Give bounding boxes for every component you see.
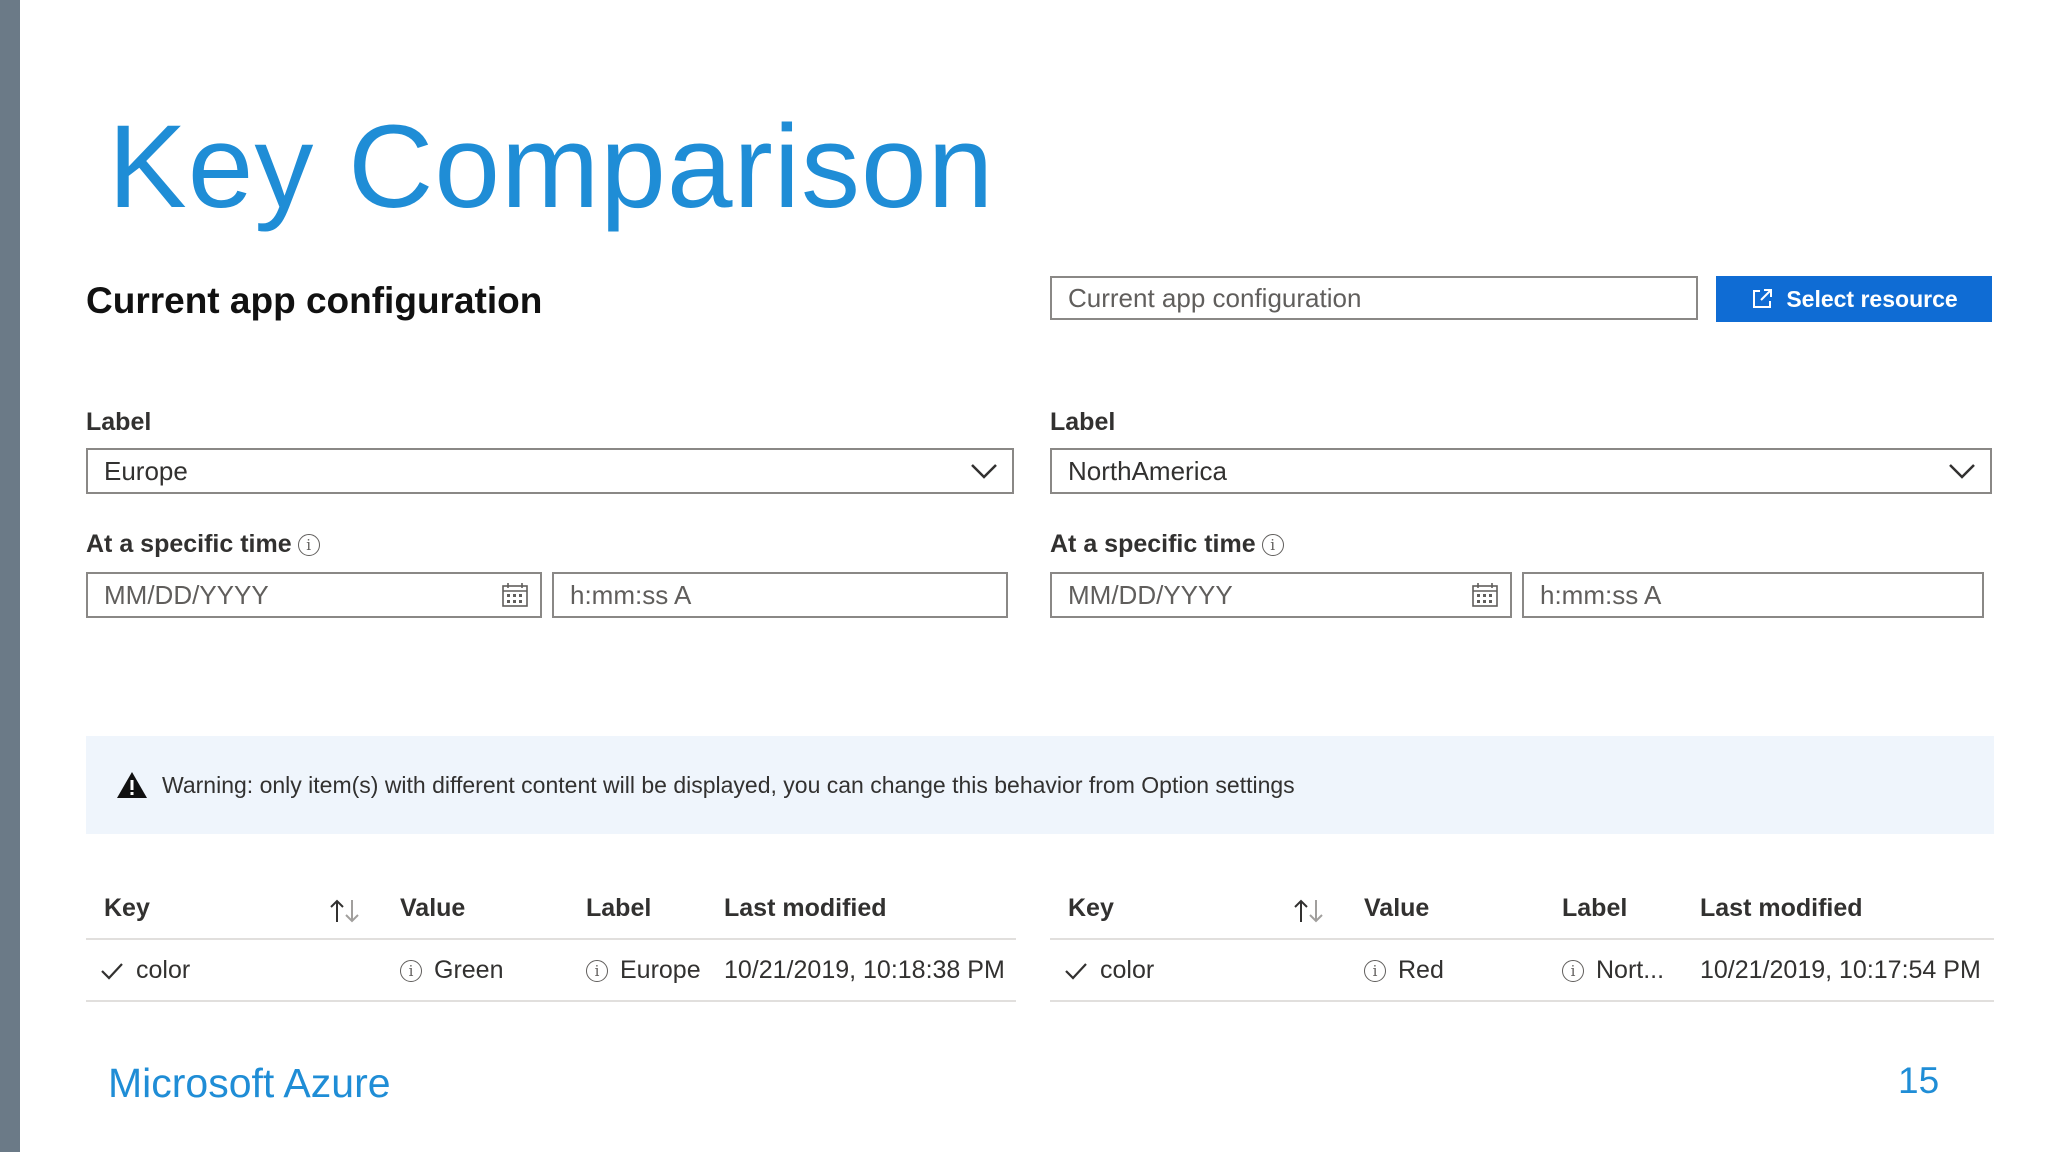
- left-date-placeholder: MM/DD/YYYY: [104, 579, 269, 610]
- info-icon[interactable]: i: [400, 960, 422, 982]
- left-date-input[interactable]: [86, 572, 542, 618]
- left-time-input[interactable]: [552, 572, 1008, 618]
- column-header-label[interactable]: Label: [586, 894, 652, 922]
- warning-banner: [86, 736, 1994, 834]
- row-key: color: [136, 956, 191, 984]
- warning-text: Warning: only item(s) with different content will be displayed, you can change this behavior from Option settings: [162, 771, 1295, 798]
- column-header-key[interactable]: Key: [104, 894, 150, 922]
- select-resource-label: Select resource: [1786, 285, 1958, 312]
- column-header-last-modified[interactable]: Last modified: [724, 894, 887, 922]
- right-time-input[interactable]: [1522, 572, 1984, 618]
- calendar-icon[interactable]: [1472, 583, 1498, 607]
- column-header-last-modified[interactable]: Last modified: [1700, 894, 1863, 922]
- slide-title: Key Comparison: [108, 101, 995, 233]
- sort-arrows-icon[interactable]: [1292, 898, 1326, 924]
- table-header: [86, 878, 1016, 940]
- left-label-caption: Label: [86, 408, 152, 436]
- table-header: [1050, 878, 1994, 940]
- row-value-cell: [1364, 956, 1444, 985]
- column-header-value[interactable]: Value: [400, 894, 466, 922]
- row-value: Green: [434, 956, 504, 984]
- right-label-dropdown[interactable]: [1050, 448, 1992, 494]
- chevron-down-icon: [970, 463, 998, 479]
- right-time-caption-text: At a specific time: [1050, 530, 1256, 558]
- row-value: Red: [1398, 956, 1444, 984]
- info-icon[interactable]: i: [1562, 960, 1584, 982]
- sort-arrows-icon[interactable]: [328, 898, 362, 924]
- resource-input[interactable]: [1050, 276, 1698, 320]
- row-key-cell: [1064, 956, 1154, 985]
- table-row[interactable]: [1050, 940, 1994, 1002]
- row-last-modified: 10/21/2019, 10:18:38 PM: [724, 956, 1005, 984]
- right-time-caption: [1050, 530, 1284, 559]
- row-label-cell: [586, 956, 701, 985]
- table-row[interactable]: [86, 940, 1016, 1002]
- left-time-caption: [86, 530, 320, 559]
- row-value-cell: [400, 956, 503, 985]
- right-label-caption: Label: [1050, 408, 1116, 436]
- calendar-icon[interactable]: [502, 583, 528, 607]
- slide-left-bar: [0, 0, 20, 1152]
- checkmark-icon: [100, 962, 124, 980]
- info-icon[interactable]: i: [586, 960, 608, 982]
- row-key: color: [1100, 956, 1155, 984]
- column-header-key[interactable]: Key: [1068, 894, 1114, 922]
- external-link-icon: [1750, 287, 1774, 311]
- right-date-placeholder: MM/DD/YYYY: [1068, 579, 1233, 610]
- row-key-cell: [100, 956, 190, 985]
- section-title: Current app configuration: [86, 280, 543, 321]
- left-label-dropdown[interactable]: [86, 448, 1014, 494]
- left-label-value: Europe: [104, 455, 188, 486]
- row-last-modified: 10/21/2019, 10:17:54 PM: [1700, 956, 1981, 984]
- resource-input-placeholder: Current app configuration: [1068, 282, 1362, 313]
- info-icon[interactable]: i: [1262, 534, 1284, 556]
- select-resource-button[interactable]: [1716, 276, 1992, 322]
- info-icon[interactable]: i: [1364, 960, 1386, 982]
- chevron-down-icon: [1948, 463, 1976, 479]
- page-number: 15: [1898, 1060, 1940, 1101]
- right-label-value: NorthAmerica: [1068, 455, 1227, 486]
- left-time-placeholder: h:mm:ss A: [570, 579, 692, 610]
- row-label: Nort...: [1596, 956, 1665, 984]
- footer-brand: Microsoft Azure: [108, 1060, 391, 1106]
- info-icon[interactable]: i: [298, 534, 320, 556]
- checkmark-icon: [1064, 962, 1088, 980]
- right-time-placeholder: h:mm:ss A: [1540, 579, 1662, 610]
- column-header-label[interactable]: Label: [1562, 894, 1628, 922]
- warning-triangle-icon: [116, 771, 148, 799]
- right-date-input[interactable]: [1050, 572, 1512, 618]
- right-comparison-table: [1050, 878, 1994, 1004]
- row-label: Europe: [620, 956, 701, 984]
- row-label-cell: [1562, 956, 1664, 985]
- left-comparison-table: [86, 878, 1016, 1004]
- column-header-value[interactable]: Value: [1364, 894, 1430, 922]
- left-time-caption-text: At a specific time: [86, 530, 292, 558]
